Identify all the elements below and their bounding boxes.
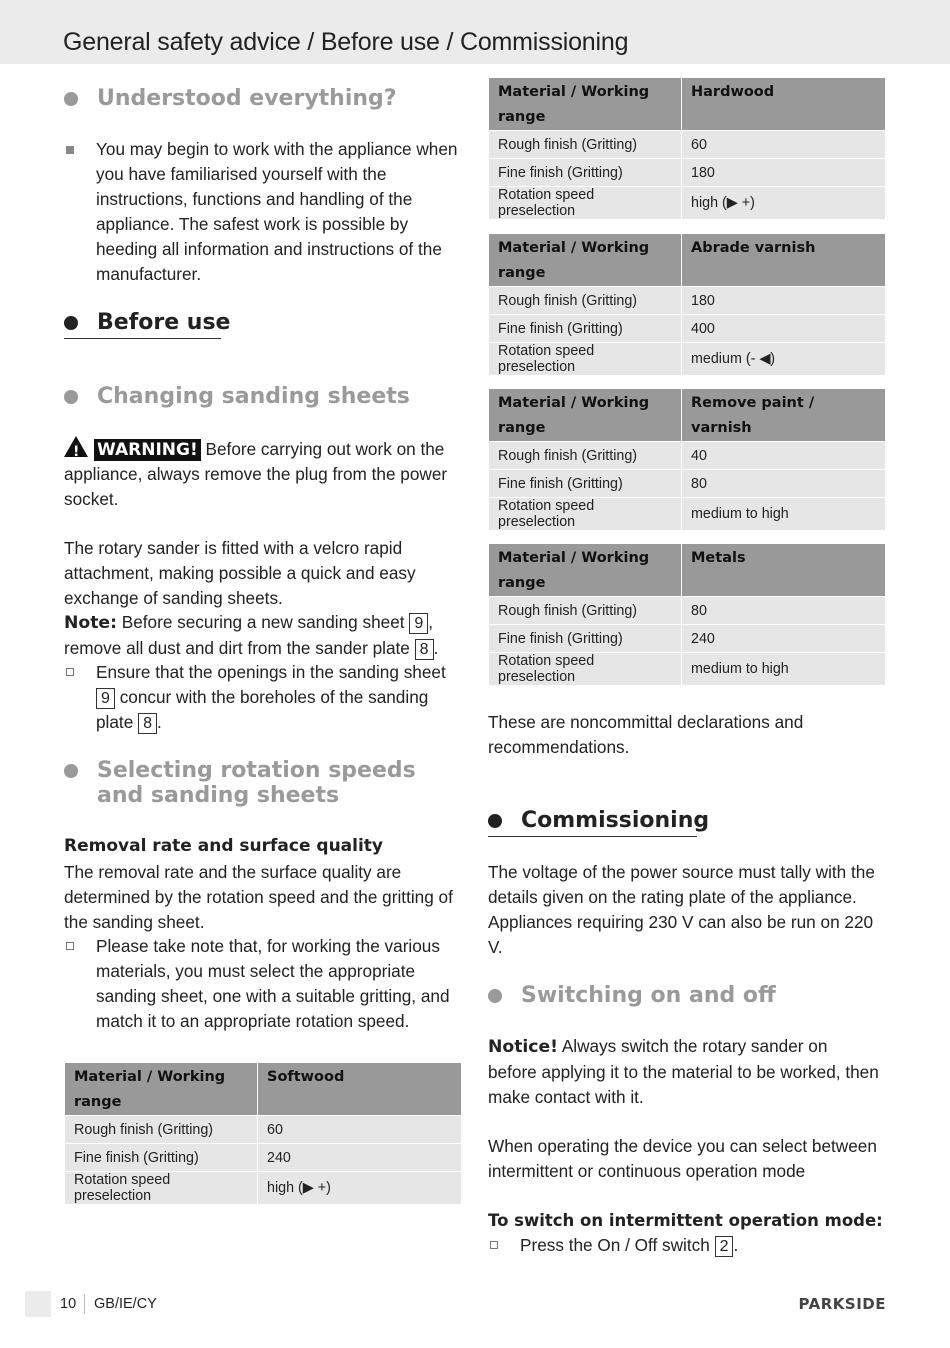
ref-sanding-sheet: 9: [409, 613, 428, 634]
abrade-varnish-table: [488, 233, 886, 376]
square-bullet-icon: [66, 146, 74, 154]
table-row: Fine finish (Gritting) 400: [489, 315, 886, 343]
header-value: Softwood: [258, 1063, 462, 1116]
table-header-row: [65, 1063, 462, 1116]
header-material: Material / Working range: [65, 1063, 258, 1116]
checkbox-bullet-icon: [66, 942, 74, 950]
table-header-row: [489, 78, 886, 131]
warning-paragraph: !WARNING! Before carrying out work on the appliance, always remove the plug from the power socket.: [64, 436, 464, 512]
ref-sander-plate: 8: [415, 639, 434, 660]
bullet-dot-icon: [488, 989, 502, 1003]
table-row: Fine finish (Gritting) 240: [65, 1144, 462, 1172]
table-row: Rough finish (Gritting) 40: [489, 442, 886, 470]
hardwood-table: [488, 77, 886, 220]
page-number: 10: [60, 1296, 77, 1312]
bullet-dot-icon: [64, 764, 78, 778]
ref-on-off-switch: 2: [715, 1236, 734, 1257]
header-value: Remove paint / varnish: [682, 389, 886, 442]
removal-heading: Removal rate and surface quality: [64, 836, 384, 856]
voltage-paragraph: The voltage of the power source must tally with the details given on the rating plate of the appliance. Appliances requiring 230 V can also be run on 220 V.: [488, 862, 875, 957]
bullet-dot-icon: [64, 316, 78, 330]
warning-label: WARNING!: [94, 439, 201, 461]
table-row: Fine finish (Gritting) 80: [489, 470, 886, 498]
understood-paragraph: You may begin to work with the appliance when you have familiarised yourself with the instructions, functions and handling of the appliance. The safest work is possible by heeding all information and instructions of the manufacturer.: [64, 137, 464, 287]
page-title: General safety advice / Before use / Commissioning: [63, 28, 629, 56]
notice-label: Notice!: [488, 1037, 558, 1057]
header-value: Abrade varnish: [682, 234, 886, 287]
header-material: Material / Working range: [489, 234, 682, 287]
metals-table: [488, 543, 886, 686]
intermittent-heading: To switch on intermittent operation mode:: [488, 1211, 883, 1230]
parkside-logo: PARKSIDE: [798, 1295, 886, 1313]
table-header-row: [489, 234, 886, 287]
remove-paint-table: [488, 388, 886, 531]
table-row: Fine finish (Gritting) 240: [489, 625, 886, 653]
commissioning-heading: Commissioning: [488, 808, 697, 837]
velcro-paragraph: The rotary sander is fitted with a velcro rapid attachment, making possible a quick and easy exchange of sanding sheets.: [64, 538, 416, 608]
noncommittal-paragraph: These are noncommittal declarations and recommendations.: [488, 712, 804, 757]
ensure-paragraph: Ensure that the openings in the sanding sheet 9 concur with the boreholes of the sanding plate 8 .: [64, 660, 464, 735]
checkbox-bullet-icon: [66, 668, 74, 676]
note-label: Note:: [64, 613, 117, 633]
table-row: Fine finish (Gritting) 180: [489, 159, 886, 187]
header-material: Material / Working range: [489, 389, 682, 442]
softwood-table: [64, 1062, 462, 1205]
table-row: Rotation speed preselection high (▶ +): [65, 1172, 462, 1205]
page-header: [0, 0, 950, 64]
note-paragraph: Note: Before securing a new sanding sheet 9 , remove all dust and dirt from the sander plate 8 .: [64, 612, 439, 658]
header-value: Hardwood: [682, 78, 886, 131]
please-paragraph: Please take note that, for working the various materials, you must select the appropriate sanding sheet, one with a suitable gritting, and match it to an appropriate rotation speed.: [64, 934, 464, 1034]
table-row: Rough finish (Gritting) 180: [489, 287, 886, 315]
table-row: Rotation speed preselection medium to high: [489, 653, 886, 686]
ref-sanding-plate: 8: [138, 713, 157, 734]
header-material: Material / Working range: [489, 544, 682, 597]
bullet-dot-icon: [64, 390, 78, 404]
table-header-row: [489, 544, 886, 597]
before-use-heading: Before use: [64, 310, 221, 339]
header-material: Material / Working range: [489, 78, 682, 131]
table-row: Rotation speed preselection medium to high: [489, 498, 886, 531]
ref-sanding-sheet: 9: [96, 688, 115, 709]
header-value: Metals: [682, 544, 886, 597]
press-switch-item: Press the On / Off switch 2 .: [488, 1233, 888, 1258]
operating-paragraph: When operating the device you can select between intermittent or continuous operation mode: [488, 1136, 877, 1181]
footer-marker: [25, 1291, 51, 1317]
table-row: Rough finish (Gritting) 80: [489, 597, 886, 625]
bullet-dot-icon: [488, 814, 502, 828]
table-row: Rotation speed preselection high (▶ +): [489, 187, 886, 220]
table-row: Rotation speed preselection medium (- ◀): [489, 343, 886, 376]
bullet-dot-icon: [64, 92, 78, 106]
checkbox-bullet-icon: [490, 1241, 498, 1249]
removal-paragraph: The removal rate and the surface quality are determined by the rotation speed and the gritting of the sanding sheet.: [64, 862, 453, 932]
warning-triangle-icon: [64, 436, 88, 457]
table-row: Rough finish (Gritting) 60: [65, 1116, 462, 1144]
region-code: GB/IE/CY: [94, 1296, 157, 1312]
table-header-row: [489, 389, 886, 442]
table-row: Rough finish (Gritting) 60: [489, 131, 886, 159]
footer-divider: [84, 1294, 85, 1314]
notice-paragraph: Notice! Always switch the rotary sander on before applying it to the material to be worked, then make contact with it.: [488, 1036, 879, 1107]
